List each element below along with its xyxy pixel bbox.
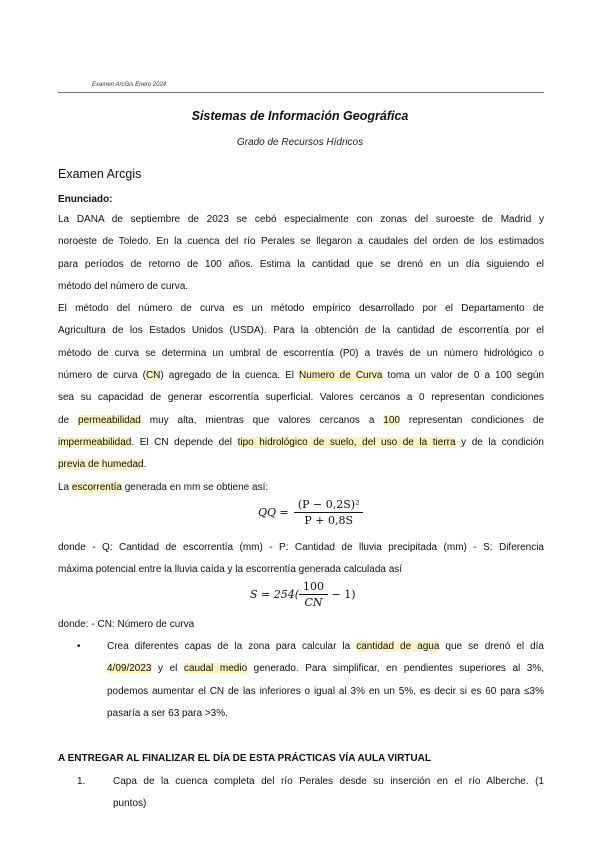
text-span: toma un valor de 0 a 100 según	[382, 370, 545, 381]
text-span: Crea diferentes capas de la zona para calcular la	[107, 641, 357, 652]
text-span: .	[143, 459, 147, 470]
para1-line3: para períodos de retorno de 100 años. Estima la cantidad que se drenó en un día siguiendo el	[58, 259, 544, 270]
highlight-cn: CN	[145, 370, 161, 381]
highlight-impermeabilidad: impermeabilidad	[58, 437, 132, 448]
text-span: que se drenó el día	[439, 641, 544, 652]
highlight-numero-curva: Numero de Curva	[299, 370, 383, 381]
para5-line1: donde: - CN: Número de curva	[58, 619, 195, 630]
para2-line3: método de curva se determina un umbral de escorrentía (P0) a través de un número hidrológico o	[58, 348, 544, 359]
header-divider	[58, 92, 544, 93]
formula2-rhs: − 1)	[328, 588, 356, 601]
retention-formula	[250, 580, 356, 609]
bullet-line2	[107, 663, 544, 675]
text-span: generada en mm se obtiene así:	[121, 482, 269, 493]
highlight-100: 100	[383, 415, 400, 426]
highlight-caudal-medio: caudal medio	[183, 663, 248, 674]
item1-number: 1.	[77, 776, 86, 787]
highlight-escorrentia: escorrentía	[71, 482, 122, 493]
para3-line	[58, 482, 544, 494]
text-span: generado. Para simplificar, en pendientes superiores al 3%,	[247, 663, 545, 674]
text-span: número de curva (	[58, 370, 146, 381]
formula-numerator: (P − 0,2S)²	[294, 498, 364, 513]
bullet-line1	[107, 641, 544, 653]
para2-line1: El método del número de curva es un método empírico desarrollado por el Departamento de	[58, 303, 544, 314]
item1-line1: Capa de la cuenca completa del río Perales desde su inserción en el río Alberche. (1	[113, 776, 544, 787]
exam-heading: Examen Arcgis	[58, 167, 142, 181]
document-subtitle: Grado de Recursos Hídricos	[236, 137, 364, 148]
para2-line5: sea su capacidad de generar escorrentía superficial. Valores cercanos a 0 representan condiciones	[58, 392, 544, 403]
formula2-denominator: CN	[304, 596, 323, 609]
formula-denominator: P + 0,8S	[304, 514, 353, 527]
running-header: Examen ArcGis Enero 2024	[92, 82, 167, 88]
highlight-permeabilidad: permeabilidad	[78, 415, 141, 426]
text-span: muy alta, mientras que valores cercanos a	[140, 415, 384, 426]
text-span: de	[58, 415, 79, 426]
text-span: y de la condición	[455, 437, 544, 448]
bullet-line4: pasaría a ser 63 para >3%.	[107, 708, 228, 719]
para4-line2: máxima potencial entre la lluvia caída y la escorrentía generada calculada así	[58, 564, 403, 575]
formula2-lhs: S = 254(	[250, 588, 300, 601]
para2-line8	[58, 459, 544, 471]
formula2-numerator: 100	[299, 580, 328, 595]
enunciado-label: Enunciado:	[58, 194, 113, 205]
highlight-cantidad-agua: cantidad de agua	[356, 641, 440, 652]
para1-line1: La DANA de septiembre de 2023 se cebó especialmente con zonas del suroeste de Madrid y	[58, 214, 544, 225]
text-span: representan condiciones de	[399, 415, 544, 426]
text-span: y el	[151, 663, 184, 674]
para2-line7	[58, 437, 544, 449]
para4-line1: donde - Q: Cantidad de escorrentía (mm) - P: Cantidad de lluvia precipitada (mm) - S: Diferencia	[58, 542, 544, 553]
text-span: ) agregado de la cuenca. El	[160, 370, 300, 381]
formula2-fraction	[299, 580, 328, 609]
highlight-tipo-suelo: tipo hidrológico de suelo, del uso de la tierra	[237, 437, 456, 448]
item1-line2: puntos)	[113, 798, 147, 809]
text-span: . El CN depende del	[131, 437, 238, 448]
document-title: Sistemas de Información Geográfica	[191, 109, 409, 123]
para2-line4	[58, 370, 544, 382]
para2-line2: Agricultura de los Estados Unidos (USDA). Para la obtención de la cantidad de escorrentía por el	[58, 325, 544, 336]
highlight-date: 4/09/2023	[107, 663, 152, 674]
para2-line6	[58, 415, 544, 427]
bullet-line3: podemos aumentar el CN de las inferiores o igual al 3% en un 5%, es decir si es 60 para ≤3%	[107, 686, 544, 697]
highlight-humedad: previa de humedad	[58, 459, 144, 470]
formula-lhs: QQ =	[258, 506, 289, 519]
text-span: La	[58, 482, 72, 493]
para1-line2: noroeste de Toledo. En la cuenca del río Perales se llegaron a caudales del orden de los estimados	[58, 236, 544, 247]
runoff-formula	[258, 498, 363, 527]
formula-fraction	[294, 498, 364, 527]
para1-line4: método del número de curva.	[58, 281, 189, 292]
bullet-marker: •	[77, 641, 81, 652]
deliver-heading: A ENTREGAR AL FINALIZAR EL DÍA DE ESTA PRÁCTICAS VÍA AULA VIRTUAL	[58, 753, 431, 764]
